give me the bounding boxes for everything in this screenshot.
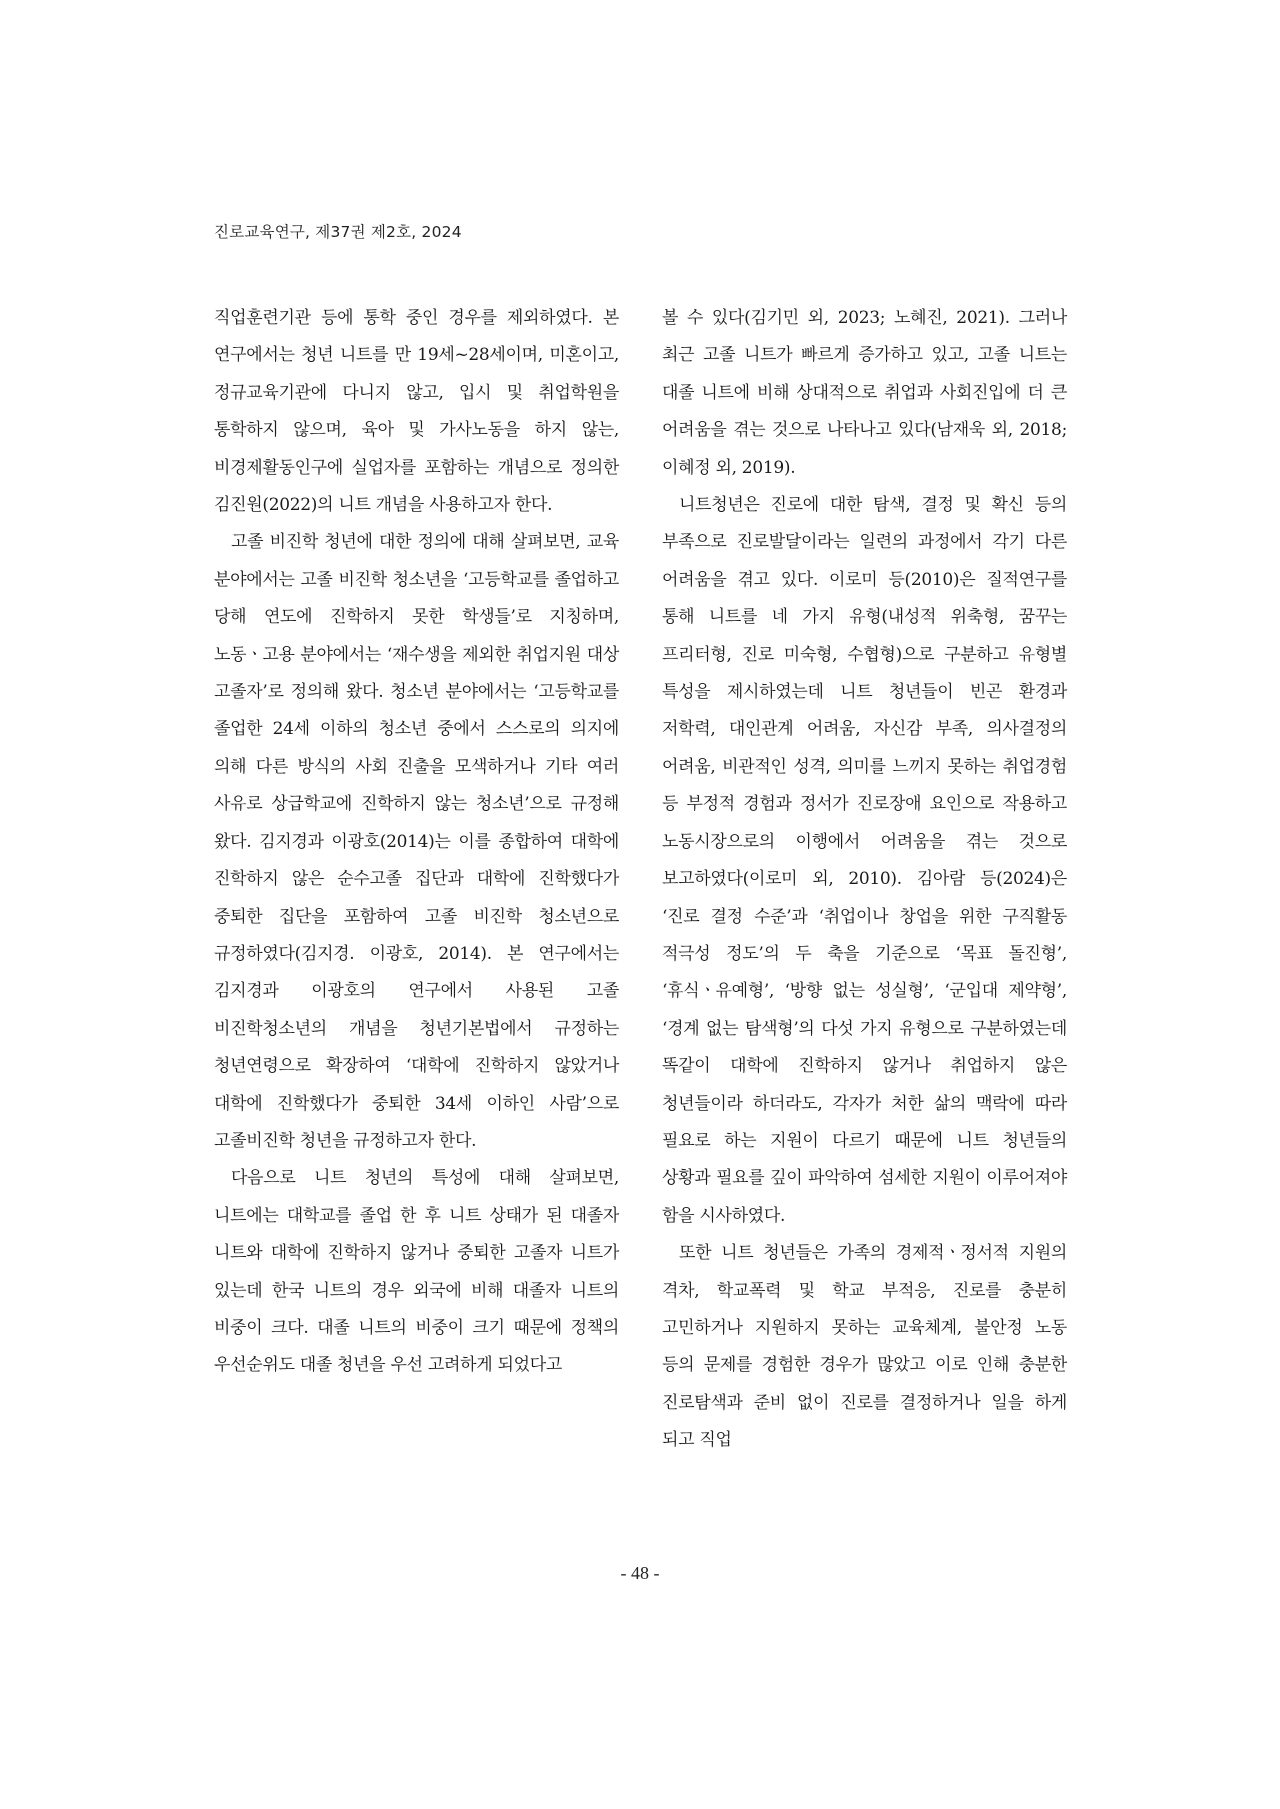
paragraph: 다음으로 니트 청년의 특성에 대해 살펴보면, 니트에는 대학교를 졸업 한 후 니트 상태가 된 대졸자 니트와 대학에 진학하지 않거나 중퇴한 고졸자 니트가 있는데 한국 니트의 경우 외국에 비해 대졸자 니트의 비중이 크다. 대졸 니트의 비중이 크기 때문에 정책의 우선순위도 대졸 청년을 우선 고려하게 되었다고 xyxy=(214,1168,619,1376)
paragraph: 직업훈련기관 등에 통학 중인 경우를 제외하였다. 본 연구에서는 청년 니트를 만 19세~28세이며, 미혼이고, 정규교육기관에 다니지 않고, 입시 및 취업학원을 통학하지 않으며, 육아 및 가사노동을 하지 않는, 비경제활동인구에 실업자를 포함하는 개념으로 정의한 김진원(2022)의 니트 개념을 사용하고자 한다. xyxy=(214,308,619,516)
right-column xyxy=(662,300,1067,1460)
paragraph: 또한 니트 청년들은 가족의 경제적ㆍ정서적 지원의 격차, 학교폭력 및 학교 부적응, 진로를 충분히 고민하거나 지원하지 못하는 교육체계, 불안정 노동 등의 문제를 경험한 경우가 많았고 이로 인해 충분한 진로탐색과 준비 없이 진로를 결정하거나 일을 하게 되고 직업 xyxy=(662,1243,1067,1451)
paragraph: 니트청년은 진로에 대한 탐색, 결정 및 확신 등의 부족으로 진로발달이라는 일련의 과정에서 각기 다른 어려움을 겪고 있다. 이로미 등(2010)은 질적연구를 통해 니트를 네 가지 유형(내성적 위축형, 꿈꾸는 프리터형, 진로 미숙형, 수협형)으로 구분하고 유형별 특성을 제시하였는데 니트 청년들이 빈곤 환경과 저학력, 대인관계 어려움, 자신감 부족, 의사결정의 어려움, 비관적인 성격, 의미를 느끼지 못하는 취업경험 등 부정적 경험과 정서가 진로장애 요인으로 작용하고 노동시장으로의 이행에서 어려움을 겪는 것으로 보고하였다(이로미 외, 2010). 김아람 등(2024)은 ‘진로 결정 수준’과 ‘취업이나 창업을 위한 구직활동 적극성 정도’의 두 축을 기준으로 ‘목표 돌진형’, ‘휴식ㆍ유예형’, ‘방향 없는 성실형’, ‘군입대 제약형’, ‘경계 없는 탐색형’의 다섯 가지 유형으로 구분하였는데 똑같이 대학에 진학하지 않거나 취업하지 않은 청년들이라 하더라도, 각자가 처한 삶의 맥락에 따라 필요로 하는 지원이 다르기 때문에 니트 청년들의 상황과 필요를 깊이 파악하여 섬세한 지원이 이루어져야 함을 시사하였다. xyxy=(662,495,1067,1226)
running-header: 진로교육연구, 제37권 제2호, 2024 xyxy=(214,223,462,241)
left-column xyxy=(214,300,619,1385)
paragraph: 볼 수 있다(김기민 외, 2023; 노혜진, 2021). 그러나 최근 고졸 니트가 빠르게 증가하고 있고, 고졸 니트는 대졸 니트에 비해 상대적으로 취업과 사회진입에 더 큰 어려움을 겪는 것으로 나타나고 있다(남재욱 외, 2018; 이혜정 외, 2019). xyxy=(662,308,1067,478)
page-number: - 48 - xyxy=(620,1563,660,1583)
paragraph: 고졸 비진학 청년에 대한 정의에 대해 살펴보면, 교육 분야에서는 고졸 비진학 청소년을 ‘고등학교를 졸업하고 당해 연도에 진학하지 못한 학생들’로 지칭하며, 노동ㆍ고용 분야에서는 ‘재수생을 제외한 취업지원 대상 고졸자’로 정의해 왔다. 청소년 분야에서는 ‘고등학교를 졸업한 24세 이하의 청소년 중에서 스스로의 의지에 의해 다른 방식의 사회 진출을 모색하거나 기타 여러 사유로 상급학교에 진학하지 않는 청소년’으로 규정해 왔다. 김지경과 이광호(2014)는 이를 종합하여 대학에 진학하지 않은 순수고졸 집단과 대학에 진학했다가 중퇴한 집단을 포함하여 고졸 비진학 청소년으로 규정하였다(김지경. 이광호, 2014). 본 연구에서는 김지경과 이광호의 연구에서 사용된 고졸 비진학청소년의 개념을 청년기본법에서 규정하는 청년연령으로 확장하여 ‘대학에 진학하지 않았거나 대학에 진학했다가 중퇴한 34세 이하인 사람’으로 고졸비진학 청년을 규정하고자 한다. xyxy=(214,532,619,1151)
